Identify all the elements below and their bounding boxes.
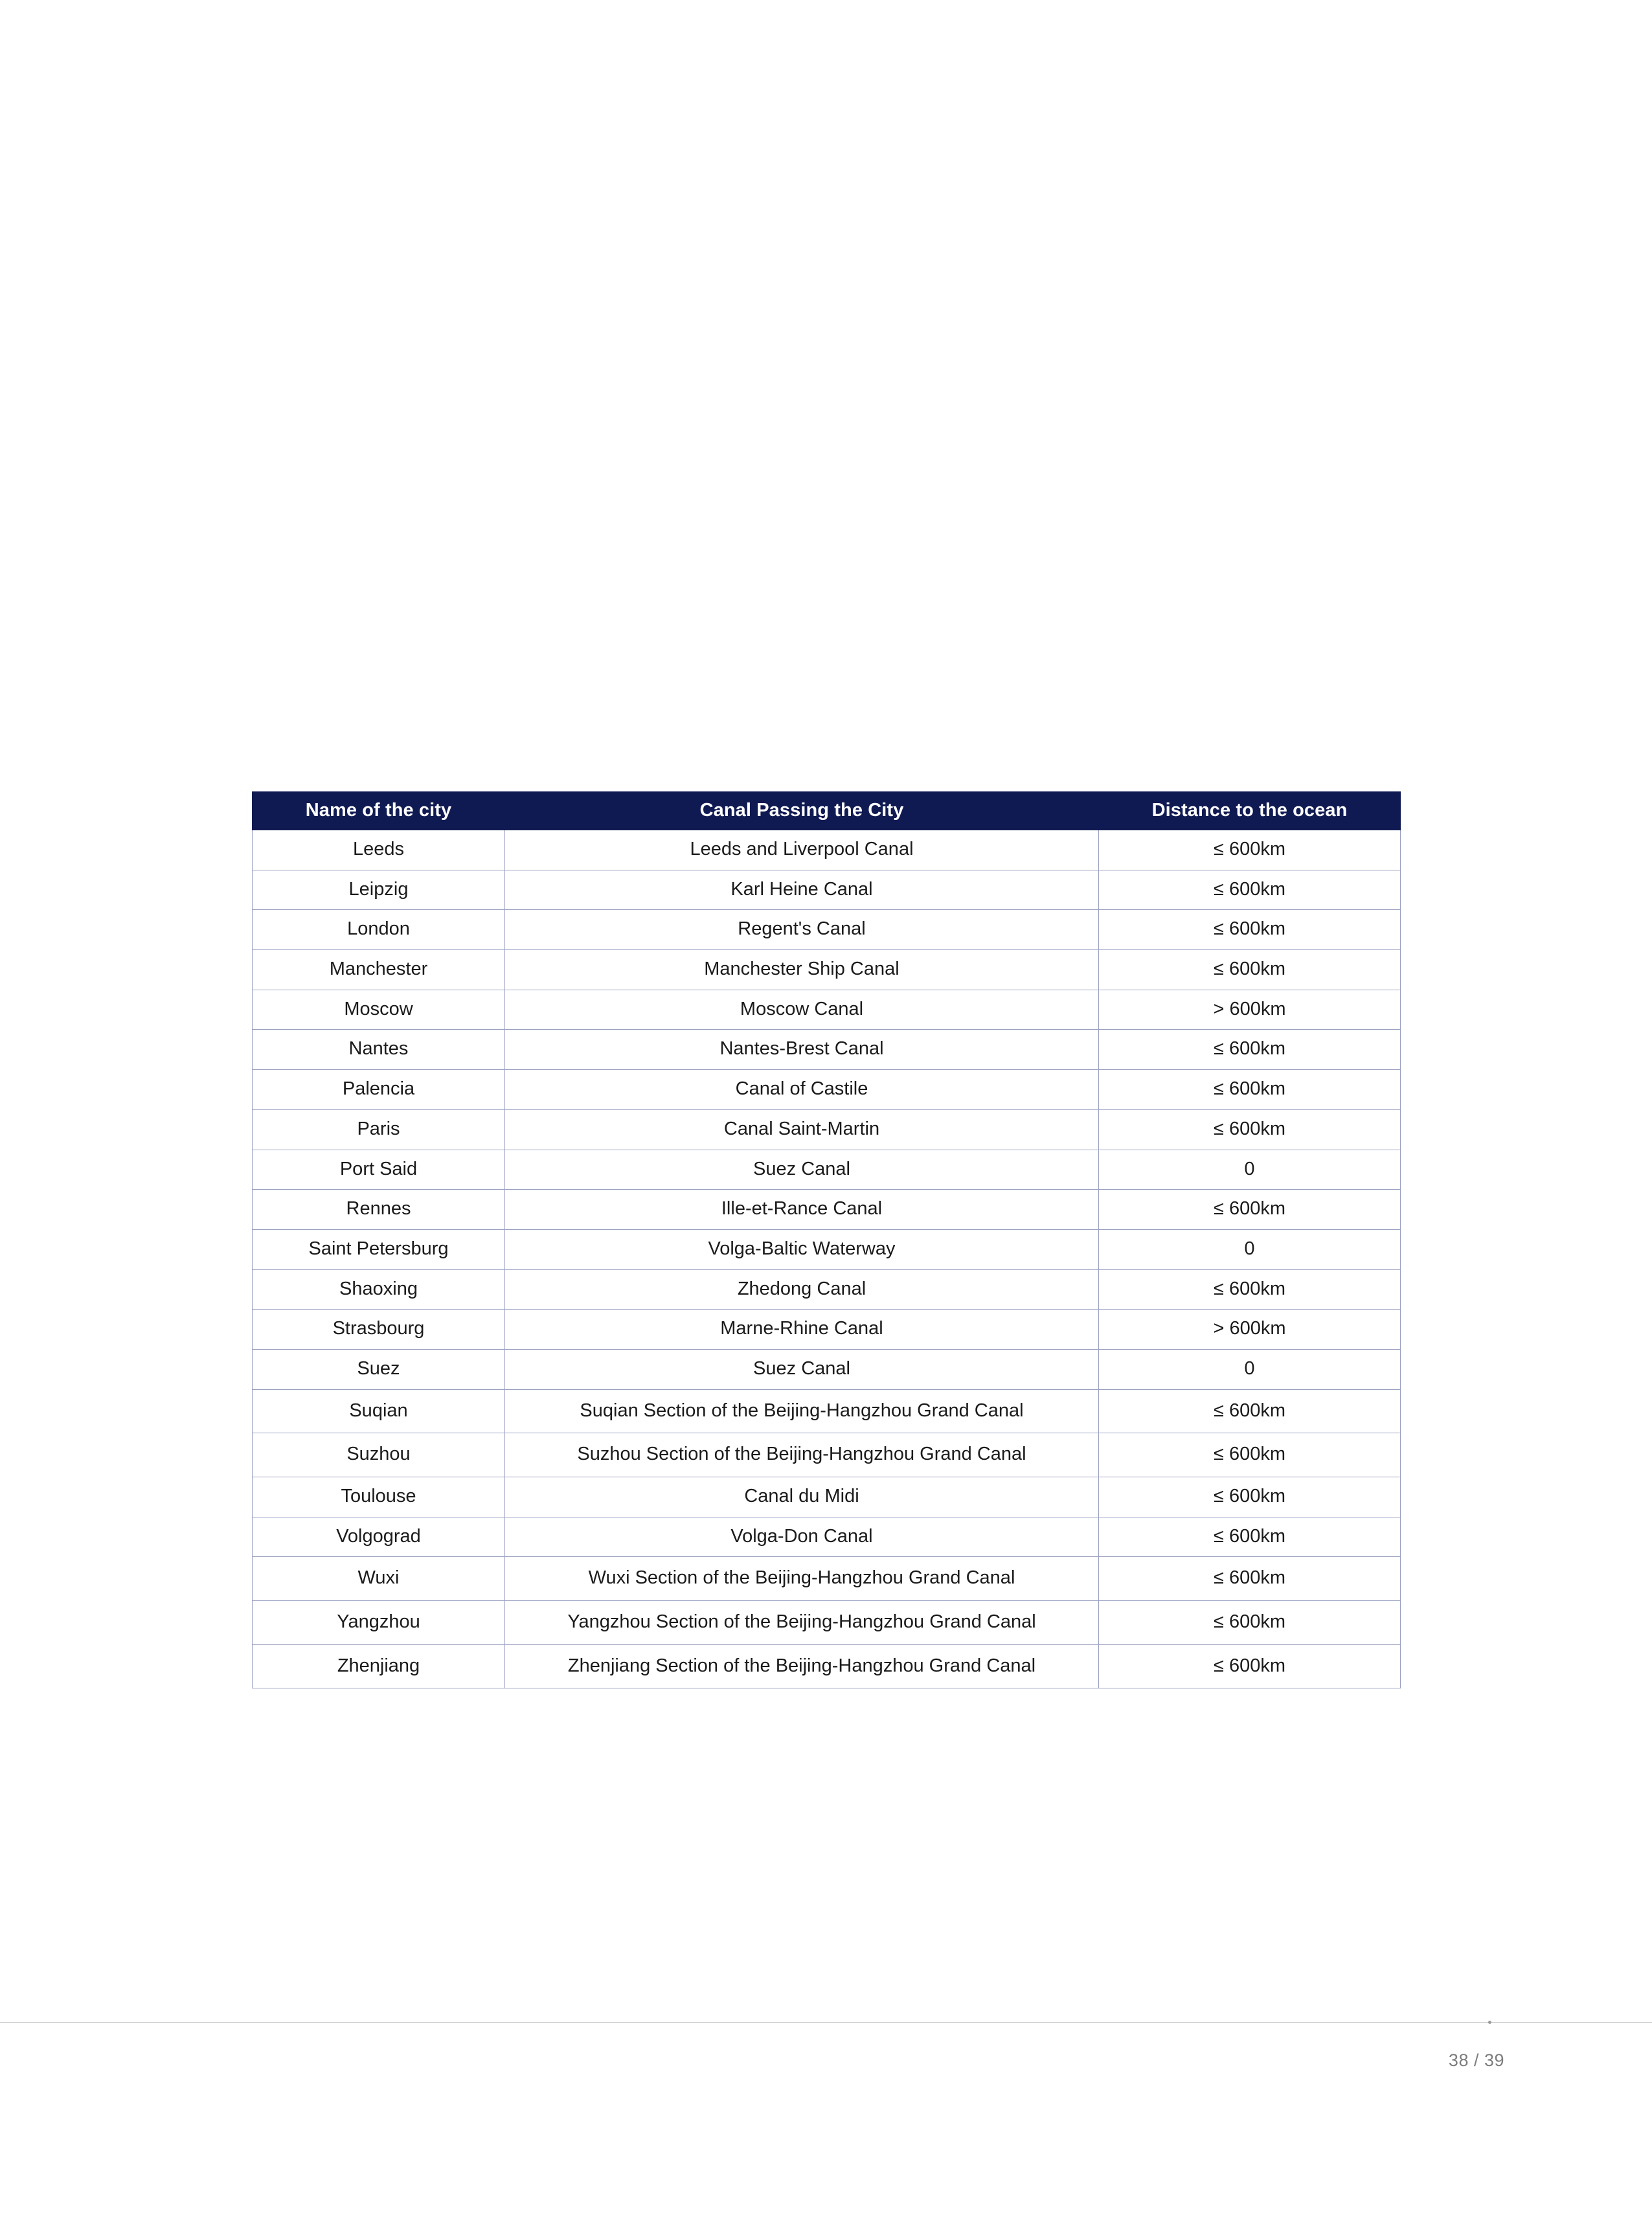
cell-canal: Volga-Don Canal [505, 1517, 1099, 1557]
table-row [253, 1389, 1401, 1433]
cell-city: Zhenjiang [253, 1644, 505, 1688]
cell-canal: Canal of Castile [505, 1070, 1099, 1110]
table-row [253, 870, 1401, 910]
cell-distance: 0 [1099, 1229, 1401, 1269]
canal-table-container [252, 791, 1400, 1688]
cell-city: Wuxi [253, 1557, 505, 1601]
cell-city: Suqian [253, 1389, 505, 1433]
cell-city: Palencia [253, 1070, 505, 1110]
table-row [253, 1310, 1401, 1350]
table-row [253, 1601, 1401, 1645]
column-header-city: Name of the city [253, 792, 505, 830]
table-row [253, 990, 1401, 1030]
cell-canal: Canal Saint-Martin [505, 1109, 1099, 1150]
cell-city: Shaoxing [253, 1269, 505, 1310]
cell-city: Saint Petersburg [253, 1229, 505, 1269]
cell-canal: Karl Heine Canal [505, 870, 1099, 910]
table-row [253, 910, 1401, 950]
cell-city: Toulouse [253, 1477, 505, 1517]
cell-distance: 0 [1099, 1150, 1401, 1190]
cell-distance: > 600km [1099, 990, 1401, 1030]
cell-city: London [253, 910, 505, 950]
cell-distance: ≤ 600km [1099, 870, 1401, 910]
cell-canal: Wuxi Section of the Beijing-Hangzhou Grand Canal [505, 1557, 1099, 1601]
table-row [253, 1030, 1401, 1070]
cell-city: Nantes [253, 1030, 505, 1070]
cell-city: Port Said [253, 1150, 505, 1190]
cell-distance: ≤ 600km [1099, 910, 1401, 950]
table-row [253, 1109, 1401, 1150]
table-row [253, 830, 1401, 870]
cell-distance: ≤ 600km [1099, 830, 1401, 870]
cell-city: Yangzhou [253, 1601, 505, 1645]
cell-canal: Moscow Canal [505, 990, 1099, 1030]
footer-divider [0, 2022, 1652, 2023]
cell-canal: Suqian Section of the Beijing-Hangzhou Grand Canal [505, 1389, 1099, 1433]
cell-canal: Leeds and Liverpool Canal [505, 830, 1099, 870]
table-body [253, 830, 1401, 1688]
cell-canal: Manchester Ship Canal [505, 950, 1099, 990]
cell-canal: Suzhou Section of the Beijing-Hangzhou Grand Canal [505, 1433, 1099, 1477]
table-header [253, 792, 1401, 830]
cell-distance: ≤ 600km [1099, 1269, 1401, 1310]
cell-city: Paris [253, 1109, 505, 1150]
cell-canal: Suez Canal [505, 1150, 1099, 1190]
table-row [253, 1150, 1401, 1190]
cell-distance: ≤ 600km [1099, 1109, 1401, 1150]
cell-distance: ≤ 600km [1099, 1517, 1401, 1557]
cell-city: Suzhou [253, 1433, 505, 1477]
cell-city: Rennes [253, 1190, 505, 1230]
cell-distance: 0 [1099, 1349, 1401, 1389]
cell-city: Leeds [253, 830, 505, 870]
table-row [253, 1644, 1401, 1688]
table-row [253, 1517, 1401, 1557]
cell-canal: Suez Canal [505, 1349, 1099, 1389]
column-header-canal: Canal Passing the City [505, 792, 1099, 830]
cell-distance: ≤ 600km [1099, 1070, 1401, 1110]
canal-table [252, 791, 1401, 1688]
cell-distance: ≤ 600km [1099, 1601, 1401, 1645]
cell-city: Suez [253, 1349, 505, 1389]
table-row [253, 1557, 1401, 1601]
table-row [253, 950, 1401, 990]
cell-canal: Yangzhou Section of the Beijing-Hangzhou Grand Canal [505, 1601, 1099, 1645]
cell-canal: Canal du Midi [505, 1477, 1099, 1517]
table-row [253, 1477, 1401, 1517]
cell-canal: Regent's Canal [505, 910, 1099, 950]
cell-distance: ≤ 600km [1099, 1389, 1401, 1433]
cell-canal: Ille-et-Rance Canal [505, 1190, 1099, 1230]
cell-distance: ≤ 600km [1099, 1477, 1401, 1517]
cell-distance: > 600km [1099, 1310, 1401, 1350]
cell-city: Leipzig [253, 870, 505, 910]
page-number: 38 / 39 [1448, 2050, 1504, 2070]
cell-city: Volgograd [253, 1517, 505, 1557]
cell-canal: Nantes-Brest Canal [505, 1030, 1099, 1070]
cell-city: Moscow [253, 990, 505, 1030]
cell-canal: Zhedong Canal [505, 1269, 1099, 1310]
table-row [253, 1433, 1401, 1477]
cell-distance: ≤ 600km [1099, 1433, 1401, 1477]
table-row [253, 1070, 1401, 1110]
table-row [253, 1229, 1401, 1269]
column-header-distance: Distance to the ocean [1099, 792, 1401, 830]
cell-distance: ≤ 600km [1099, 1190, 1401, 1230]
cell-city: Strasbourg [253, 1310, 505, 1350]
cell-distance: ≤ 600km [1099, 1557, 1401, 1601]
cell-distance: ≤ 600km [1099, 1644, 1401, 1688]
table-row [253, 1349, 1401, 1389]
cell-city: Manchester [253, 950, 505, 990]
table-header-row [253, 792, 1401, 830]
cell-canal: Volga-Baltic Waterway [505, 1229, 1099, 1269]
table-row [253, 1190, 1401, 1230]
cell-distance: ≤ 600km [1099, 950, 1401, 990]
cell-canal: Marne-Rhine Canal [505, 1310, 1099, 1350]
cell-distance: ≤ 600km [1099, 1030, 1401, 1070]
table-row [253, 1269, 1401, 1310]
cell-canal: Zhenjiang Section of the Beijing-Hangzhou Grand Canal [505, 1644, 1099, 1688]
